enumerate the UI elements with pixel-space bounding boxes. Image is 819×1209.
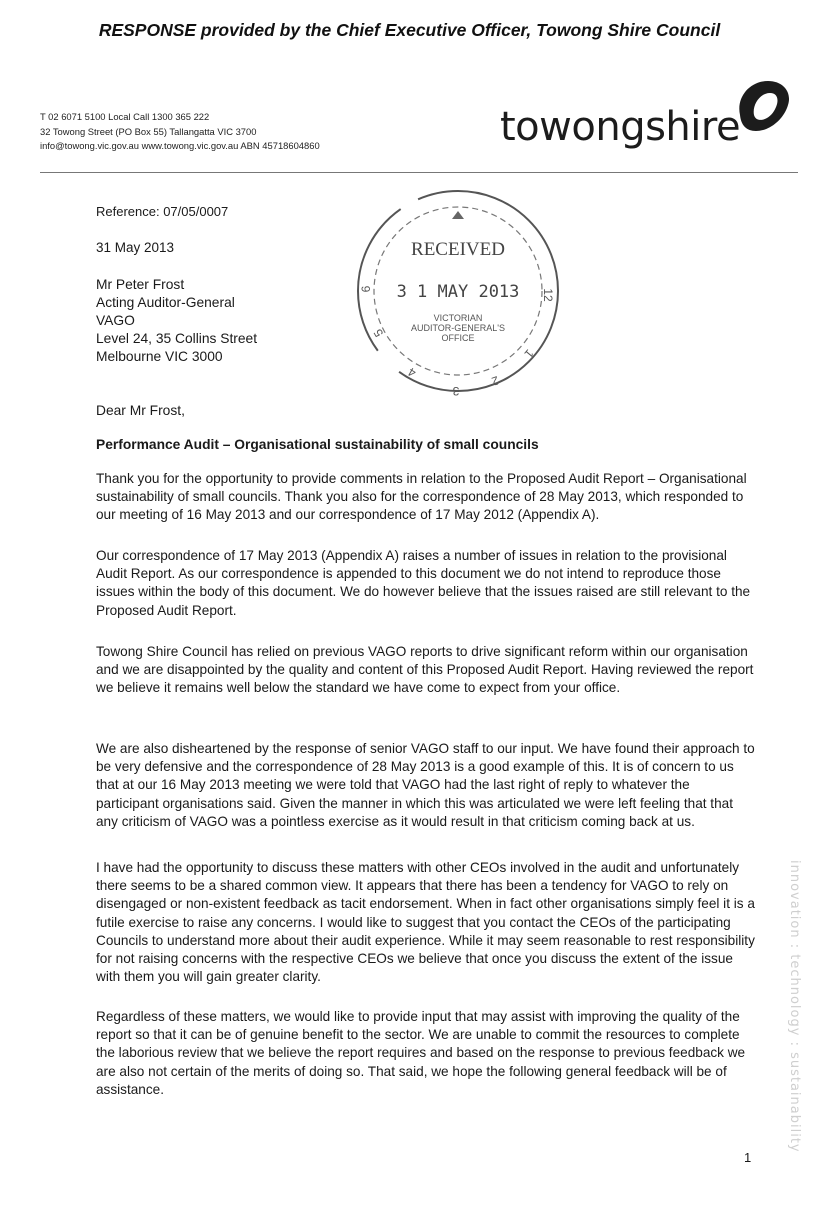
salutation: Dear Mr Frost,	[96, 403, 185, 418]
stamp-office-line-1: VICTORIAN	[433, 313, 483, 323]
reference-number: Reference: 07/05/0007	[96, 204, 229, 219]
body-paragraph-1: Thank you for the opportunity to provide comments in relation to the Proposed Audit Report – Organisational sustainability of small councils. Thank you also for the correspondence of 28 May 2013, which responded to our meeting of 16 May 2013 and our correspondence of 17 May 2012 (Appendix A).	[96, 471, 747, 523]
response-banner: RESPONSE provided by the Chief Executive Officer, Towong Shire Council	[98, 20, 721, 40]
recipient-name: Mr Peter Frost	[96, 277, 185, 292]
body-paragraph-2: Our correspondence of 17 May 2013 (Appendix A) raises a number of issues in relation to the provisional Audit Report. As our correspondence is appended to this document we do not intend to reproduce those issues within the body of this document. We do however believe that the issues raised are still relevant to the Proposed Audit Report.	[96, 548, 751, 618]
recipient-organisation: VAGO	[96, 313, 135, 328]
contact-phone-line: T 02 6071 5100 Local Call 1300 365 222	[40, 111, 210, 122]
stamp-office-line-3: OFFICE	[441, 333, 475, 343]
body-paragraph-6: Regardless of these matters, we would like to provide input that may assist with improving the quality of the report so that it can be of genuine benefit to the sector. We are unable to commit the resources to complete the laborious review that we believe the report requires and based on the response to previous feedback we are also not certain of the merits of doing so. That said, we hope the following general feedback will be of assistance.	[96, 1009, 746, 1097]
stamp-clock-5: 5	[370, 326, 387, 340]
letterhead-divider	[40, 172, 798, 173]
stamp-title: RECEIVED	[411, 239, 505, 260]
stamp-date: 3 1 MAY 2013	[396, 282, 520, 302]
recipient-title: Acting Auditor-General	[96, 295, 235, 310]
contact-address-line: 32 Towong Street (PO Box 55) Tallangatta VIC 3700	[40, 125, 257, 137]
letter-date: 31 May 2013	[96, 240, 175, 255]
stamp-clock-2: 2	[489, 373, 501, 389]
letterhead-tagline: innovation : technology : sustainability	[787, 860, 802, 1153]
contact-web-line: info@towong.vic.gov.au www.towong.vic.gov.au ABN 45718604860	[40, 140, 320, 151]
towong-shire-logo-icon	[732, 75, 794, 142]
letterhead-contact	[40, 110, 320, 154]
stamp-clock-6: 6	[359, 285, 373, 293]
body-paragraph-3: Towong Shire Council has relied on previous VAGO reports to drive significant reform within our organisation and we are disappointed by the quality and content of this Proposed Audit Report. Having reviewed the report we believe it remains well below the standard we have come to expect from your office.	[96, 644, 754, 696]
towong-shire-logo-text: towongshire	[500, 104, 741, 150]
recipient-street: Level 24, 35 Collins Street	[96, 331, 258, 346]
page-number: 1	[744, 1150, 752, 1165]
body-paragraph-4: We are also disheartened by the response of senior VAGO staff to our input. We have found their approach to be very defensive and the correspondence of 28 May 2013 is a good example of this. It is of concern to us that at our 16 May 2013 meeting we were told that VAGO had the last right of reply to whatever the participant organisations said. Given the manner in which this was articulated we were left feeling that that any criticism of VAGO was a pointless exercise as it would result in that criticism coming back at us.	[96, 741, 755, 829]
stamp-clock-12: 12	[541, 288, 555, 302]
recipient-city: Melbourne VIC 3000	[96, 349, 223, 364]
received-stamp	[352, 185, 564, 397]
stamp-clock-1: 1	[521, 346, 537, 361]
stamp-clock-4: 4	[405, 364, 419, 381]
letter-subject: Performance Audit – Organisational sustainability of small councils	[96, 437, 539, 452]
recipient-address	[96, 276, 257, 366]
stamp-office-line-2: AUDITOR-GENERAL'S	[410, 323, 506, 333]
body-paragraph-5: I have had the opportunity to discuss these matters with other CEOs involved in the audit and unfortunately there seems to be a shared common view. It appears that there has been a tendency for VAGO to rely on disengaged or non-existent feedback as tacit endorsement. When in fact other organisations simply feel it is a futile exercise to raise any concerns. I would like to suggest that you contact the CEOs of the participating Councils to understand more about their audit experience. While it may seem reasonable to rest responsibility for not raising concerns with the respective CEOs we believe that once you discuss the extent of the issue with them you will gain greater clarity.	[96, 860, 755, 985]
stamp-clock-3: 3	[452, 384, 460, 397]
